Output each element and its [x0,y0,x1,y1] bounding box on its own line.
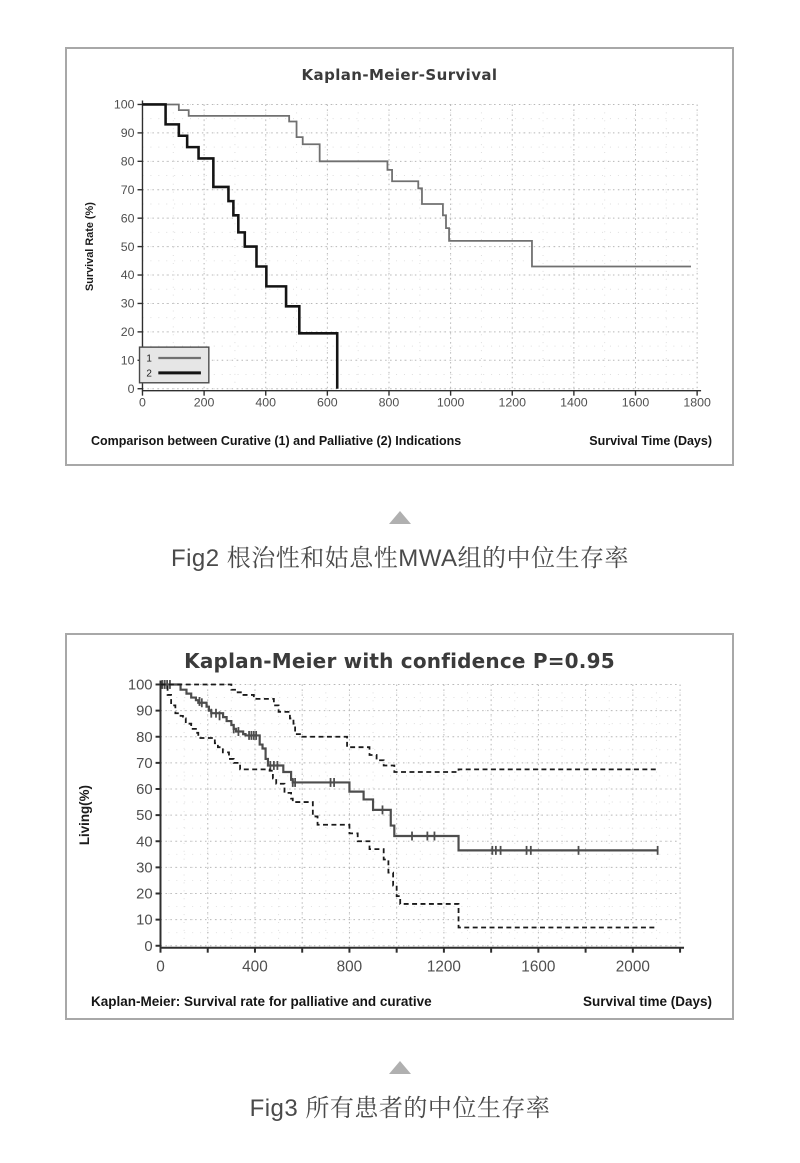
y-tick-label: 80 [120,154,135,169]
y-tick-label: 50 [120,239,135,254]
triangle-up-icon [389,511,411,524]
legend-label: 1 [146,353,152,365]
series-curative-line [142,104,690,266]
x-tick-label: 1600 [521,958,556,976]
axes [142,101,701,391]
y-tick-label: 90 [136,703,153,720]
x-tick-label: 1200 [498,395,527,410]
figure2-caption-block [0,511,800,573]
x-tick-label: 400 [242,958,268,976]
y-tick-label: 70 [136,755,153,772]
figure2-caption: Fig2 根治性和姑息性MWA组的中位生存率 [170,545,630,572]
y-axis-title: Living(%) [77,785,93,846]
series-palliative-line [142,104,337,388]
axes [160,681,684,948]
y-tick-label: 30 [136,860,153,877]
figure2-chart-box [65,47,734,466]
chart2-footnote: Kaplan-Meier: Survival rate for palliative and curative [91,994,432,1009]
x-tick-label: 2000 [615,958,650,976]
chart1-footnote: Comparison between Curative (1) and Palliative (2) Indications [91,434,462,448]
x-tick-label: 400 [255,395,277,410]
x-tick-label: 800 [378,395,400,410]
series-lower-95-ci-line [160,684,656,927]
x-tick-label: 600 [317,395,338,410]
figure3-caption-block [0,1061,800,1123]
y-tick-label: 30 [120,296,135,311]
y-tick-label: 90 [120,126,135,141]
x-tick-label: 800 [336,958,363,976]
x-tick-label: 1600 [621,395,650,410]
chart1-footer [91,434,712,448]
y-tick-label: 40 [136,834,153,851]
y-tick-label: 10 [120,353,135,368]
series-survival-all-patients-line [160,684,657,850]
y-tick-label: 80 [136,729,153,746]
y-tick-label: 60 [136,782,153,799]
legend-label: 2 [146,368,152,380]
y-tick-label: 50 [136,808,153,825]
x-tick-label: 1000 [436,395,465,410]
x-tick-label: 0 [156,958,165,976]
chart2-xaxis-label: Survival time (Days) [582,994,712,1009]
x-tick-label: 200 [193,395,215,410]
x-tick-label: 1200 [426,958,461,976]
triangle-up-icon [389,1061,411,1074]
y-tick-label: 0 [127,381,135,396]
chart2-title: Kaplan-Meier with confidence P=0.95 [184,649,615,673]
chart1-kaplan-meier-plot [67,49,732,464]
y-axis-title: Survival Rate (%) [83,202,96,292]
chart1-title: Kaplan-Meier-Survival [301,66,498,84]
chart1-xaxis-label: Survival Time (Days) [589,434,712,448]
y-tick-label: 100 [113,97,135,112]
chart2-kaplan-meier-plot [67,635,732,1018]
y-tick-label: 40 [120,268,135,283]
y-tick-label: 60 [120,211,135,226]
y-tick-label: 20 [120,325,135,340]
y-tick-label: 100 [127,677,153,694]
y-tick-label: 20 [136,886,153,903]
x-tick-label: 1400 [560,395,588,410]
figure3-chart-box [65,633,734,1020]
x-tick-label: 0 [139,395,146,410]
y-tick-label: 0 [144,938,153,955]
figure3-caption: Fig3 所有患者的中位生存率 [249,1095,551,1122]
x-tick-label: 1800 [683,395,711,410]
chart2-footer [91,994,712,1009]
y-tick-label: 10 [136,912,153,929]
y-tick-label: 70 [120,182,135,197]
